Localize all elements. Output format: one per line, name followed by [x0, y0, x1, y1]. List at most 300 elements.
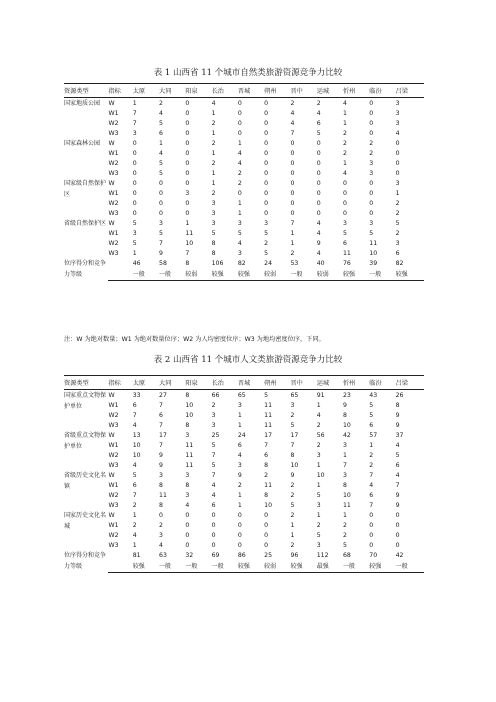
indicator-cell: W — [108, 219, 115, 227]
value-cell: 0 — [185, 521, 190, 529]
value-cell: 1 — [343, 511, 347, 519]
score-cell: 96 — [290, 551, 299, 559]
value-cell: 2 — [343, 531, 347, 539]
value-cell: 5 — [264, 249, 269, 257]
grade-cell: 最强 — [317, 560, 343, 572]
value-cell: 9 — [290, 471, 295, 479]
value-cell: 0 — [369, 511, 374, 519]
value-cell: 0 — [316, 199, 321, 207]
column-header: 忻州 — [343, 376, 369, 390]
value-cell: 3 — [395, 109, 400, 117]
value-cell: 5 — [132, 219, 137, 227]
column-header: 朔州 — [264, 376, 290, 390]
value-cell: 7 — [159, 441, 163, 449]
value-cell: 0 — [343, 209, 347, 217]
value-cell: 8 — [211, 249, 216, 257]
value-cell: 1 — [211, 109, 216, 117]
table1 — [64, 83, 424, 281]
value-cell: 5 — [211, 441, 216, 449]
value-cell: 10 — [132, 441, 141, 449]
value-cell: 8 — [343, 481, 347, 489]
blank-cell — [108, 560, 132, 572]
table-row — [64, 198, 424, 208]
value-cell: 2 — [159, 99, 163, 107]
value-cell: 0 — [185, 159, 190, 167]
score-cell: 8 — [185, 259, 190, 267]
indicator-cell: W3 — [108, 501, 119, 509]
value-cell: 8 — [159, 501, 163, 509]
grade-cell: 较强 — [396, 268, 424, 280]
score-cell: 68 — [343, 551, 351, 559]
value-cell: 1 — [211, 179, 216, 187]
indicator-cell: W1 — [108, 189, 119, 197]
value-cell: 7 — [185, 249, 190, 257]
value-cell: 5 — [316, 491, 321, 499]
value-cell: 0 — [395, 511, 400, 519]
value-cell: 4 — [290, 119, 295, 127]
value-cell: 5 — [264, 391, 269, 399]
indicator-cell: W3 — [108, 209, 119, 217]
indicator-cell: W — [108, 431, 115, 439]
value-cell: 10 — [369, 249, 378, 257]
value-cell: 0 — [185, 531, 190, 539]
value-cell: 17 — [264, 431, 273, 439]
column-header: 阳泉 — [185, 376, 211, 390]
value-cell: 0 — [264, 119, 269, 127]
value-cell: 25 — [211, 431, 220, 439]
score-cell: 25 — [264, 551, 273, 559]
value-cell: 2 — [290, 481, 295, 489]
table-row — [64, 480, 424, 490]
value-cell: 3 — [211, 219, 216, 227]
value-cell: 2 — [290, 249, 295, 257]
indicator-cell: W2 — [108, 119, 119, 127]
value-cell: 7 — [132, 411, 137, 419]
score-cell: 70 — [369, 551, 378, 559]
value-cell: 0 — [369, 179, 374, 187]
value-cell: 9 — [159, 451, 163, 459]
value-cell: 0 — [369, 531, 374, 539]
value-cell: 10 — [316, 471, 325, 479]
value-cell: 1 — [211, 169, 216, 177]
value-cell: 6 — [395, 461, 400, 469]
value-cell: 1 — [395, 189, 400, 197]
score-row — [64, 550, 424, 560]
score-row — [64, 258, 424, 268]
value-cell: 11 — [185, 451, 194, 459]
value-cell: 9 — [395, 421, 400, 429]
value-cell: 3 — [237, 249, 242, 257]
column-header: 朔州 — [264, 84, 290, 98]
value-cell: 11 — [264, 421, 273, 429]
value-cell: 4 — [316, 219, 321, 227]
blank-cell — [108, 268, 132, 280]
value-cell: 9 — [395, 491, 400, 499]
value-cell: 2 — [395, 209, 400, 217]
value-cell: 0 — [132, 159, 137, 167]
table-row — [64, 188, 424, 198]
value-cell: 0 — [264, 179, 269, 187]
table-row — [64, 158, 424, 168]
value-cell: 0 — [290, 159, 295, 167]
table-row — [64, 208, 424, 218]
value-cell: 1 — [290, 229, 295, 237]
value-cell: 17 — [159, 431, 167, 439]
score-cell: 112 — [316, 551, 329, 559]
value-cell: 0 — [132, 209, 137, 217]
column-header: 大同 — [159, 84, 185, 98]
table-row — [64, 98, 424, 109]
value-cell: 0 — [185, 511, 190, 519]
table-row — [64, 510, 424, 520]
value-cell: 5 — [132, 239, 137, 247]
value-cell: 0 — [290, 179, 295, 187]
indicator-cell: W3 — [108, 421, 119, 429]
value-cell: 0 — [264, 169, 269, 177]
resource-type-cell: 省级自然保护区 — [64, 220, 107, 227]
value-cell: 0 — [237, 521, 242, 529]
value-cell: 1 — [211, 129, 216, 137]
score-cell: 42 — [395, 551, 404, 559]
value-cell: 27 — [159, 391, 167, 399]
value-cell: 1 — [237, 139, 242, 147]
indicator-cell: W1 — [108, 521, 119, 529]
value-cell: 1 — [132, 249, 137, 257]
value-cell: 3 — [159, 531, 163, 539]
column-header: 长治 — [212, 84, 238, 98]
table-row — [64, 148, 424, 158]
grade-cell: 较强 — [212, 268, 238, 280]
value-cell: 2 — [343, 521, 347, 529]
resource-type-cell: 国家重点文物保护单位 — [64, 392, 107, 410]
value-cell: 1 — [237, 209, 242, 217]
value-cell: 1 — [316, 481, 321, 489]
value-cell: 3 — [159, 471, 163, 479]
value-cell: 0 — [185, 119, 190, 127]
value-cell: 5 — [159, 159, 163, 167]
table-row — [64, 218, 424, 228]
value-cell: 3 — [343, 441, 347, 449]
value-cell: 6 — [343, 239, 347, 247]
grade-cell: 较强 — [238, 268, 264, 280]
value-cell: 0 — [395, 169, 400, 177]
value-cell: 0 — [395, 149, 400, 157]
value-cell: 0 — [132, 189, 137, 197]
value-cell: 2 — [395, 199, 400, 207]
value-cell: 2 — [290, 511, 295, 519]
value-cell: 5 — [237, 229, 242, 237]
value-cell: 0 — [159, 179, 163, 187]
score-cell: 82 — [395, 259, 404, 267]
value-cell: 26 — [395, 391, 404, 399]
value-cell: 1 — [237, 411, 242, 419]
value-cell: 4 — [237, 159, 242, 167]
value-cell: 2 — [290, 99, 295, 107]
resource-type-cell: 国家森林公园 — [64, 140, 101, 147]
value-cell: 43 — [369, 391, 378, 399]
value-cell: 1 — [159, 139, 163, 147]
value-cell: 8 — [159, 481, 163, 489]
score-cell: 69 — [211, 551, 220, 559]
value-cell: 0 — [369, 189, 374, 197]
value-cell: 1 — [237, 421, 242, 429]
value-cell: 11 — [343, 249, 351, 257]
value-cell: 0 — [395, 531, 400, 539]
value-cell: 7 — [369, 471, 374, 479]
column-header: 运城 — [317, 84, 343, 98]
value-cell: 6 — [395, 249, 400, 257]
value-cell: 4 — [237, 451, 242, 459]
value-cell: 5 — [264, 229, 269, 237]
score-cell: 82 — [237, 259, 246, 267]
value-cell: 8 — [395, 401, 400, 409]
indicator-cell: W1 — [108, 149, 119, 157]
resource-type-cell: 国家历史文化名城 — [64, 512, 107, 530]
value-cell: 3 — [185, 189, 190, 197]
value-cell: 0 — [290, 139, 295, 147]
value-cell: 7 — [132, 119, 137, 127]
score-cell: 32 — [185, 551, 194, 559]
score-cell: 24 — [264, 259, 273, 267]
value-cell: 7 — [132, 109, 137, 117]
indicator-cell: W2 — [108, 491, 119, 499]
value-cell: 1 — [211, 149, 216, 157]
column-header: 太原 — [133, 376, 159, 390]
value-cell: 3 — [343, 471, 347, 479]
value-cell: 0 — [290, 149, 295, 157]
value-cell: 8 — [211, 239, 216, 247]
resource-type-cell: 省级重点文物保护单位 — [64, 432, 107, 450]
value-cell: 4 — [395, 441, 400, 449]
value-cell: 4 — [316, 109, 321, 117]
indicator-cell: W1 — [108, 441, 119, 449]
value-cell: 2 — [343, 139, 347, 147]
value-cell: 0 — [132, 169, 137, 177]
value-cell: 0 — [316, 149, 321, 157]
value-cell: 6 — [264, 451, 269, 459]
value-cell: 7 — [211, 451, 216, 459]
table1-note: 注：W 为绝对数量；W1 为绝对数量位序；W2 为人均密度位序；W3 为地均密度位序，下同。 — [64, 336, 325, 343]
value-cell: 0 — [132, 139, 137, 147]
value-cell: 0 — [185, 209, 190, 217]
table-row — [64, 440, 424, 450]
value-cell: 65 — [237, 391, 246, 399]
value-cell: 2 — [211, 139, 216, 147]
column-header: 吕梁 — [396, 84, 424, 98]
value-cell: 7 — [290, 219, 295, 227]
value-cell: 2 — [132, 521, 137, 529]
score-cell: 81 — [132, 551, 141, 559]
table-row — [64, 500, 424, 510]
value-cell: 1 — [237, 491, 242, 499]
value-cell: 11 — [264, 411, 273, 419]
grade-cell: 一般 — [369, 268, 395, 280]
column-header: 吕梁 — [396, 376, 424, 390]
value-cell: 8 — [185, 391, 190, 399]
value-cell: 37 — [395, 431, 404, 439]
value-cell: 5 — [369, 229, 374, 237]
value-cell: 1 — [316, 461, 321, 469]
indicator-cell: W — [108, 99, 115, 107]
value-cell: 1 — [290, 239, 295, 247]
value-cell: 0 — [264, 189, 269, 197]
value-cell: 9 — [395, 501, 400, 509]
value-cell: 7 — [369, 501, 374, 509]
value-cell: 0 — [343, 199, 347, 207]
value-cell: 3 — [369, 159, 374, 167]
value-cell: 5 — [395, 219, 400, 227]
score-cell: 63 — [159, 551, 167, 559]
value-cell: 0 — [237, 99, 242, 107]
grade-cell: 较弱 — [264, 560, 290, 572]
value-cell: 66 — [211, 391, 220, 399]
value-cell: 5 — [290, 421, 295, 429]
value-cell: 4 — [316, 249, 321, 257]
value-cell: 10 — [185, 239, 194, 247]
value-cell: 0 — [185, 541, 190, 549]
value-cell: 0 — [264, 129, 269, 137]
indicator-cell: W2 — [108, 159, 119, 167]
table-row — [64, 168, 424, 178]
indicator-cell: W1 — [108, 229, 119, 237]
value-cell: 2 — [290, 411, 295, 419]
value-cell: 5 — [159, 229, 163, 237]
value-cell: 11 — [185, 441, 194, 449]
value-cell: 2 — [264, 471, 269, 479]
column-header: 资源类型 — [64, 84, 108, 98]
column-header: 晋中 — [290, 84, 316, 98]
value-cell: 56 — [316, 431, 325, 439]
value-cell: 6 — [237, 441, 242, 449]
value-cell: 4 — [343, 169, 347, 177]
value-cell: 11 — [264, 481, 273, 489]
value-cell: 0 — [316, 179, 321, 187]
value-cell: 0 — [290, 189, 295, 197]
value-cell: 0 — [185, 109, 190, 117]
value-cell: 3 — [132, 129, 137, 137]
value-cell: 65 — [290, 391, 299, 399]
value-cell: 0 — [264, 99, 269, 107]
value-cell: 3 — [369, 219, 374, 227]
value-cell: 0 — [369, 109, 374, 117]
value-cell: 0 — [237, 189, 242, 197]
value-cell: 42 — [343, 431, 351, 439]
value-cell: 8 — [290, 451, 295, 459]
value-cell: 0 — [369, 99, 374, 107]
value-cell: 7 — [343, 461, 347, 469]
value-cell: 0 — [343, 189, 347, 197]
column-header: 忻州 — [343, 84, 369, 98]
table2-caption: 表 2 山西省 11 个城市人文类旅游资源竞争力比较 — [153, 355, 343, 365]
score-cell: 106 — [211, 259, 224, 267]
value-cell: 4 — [132, 421, 137, 429]
blank-cell — [108, 258, 132, 268]
value-cell: 0 — [185, 179, 190, 187]
value-cell: 0 — [264, 511, 269, 519]
value-cell: 9 — [343, 401, 347, 409]
value-cell: 6 — [211, 501, 216, 509]
summary-label: 位序得分和竞争力等级 — [64, 260, 107, 278]
column-header: 晋城 — [238, 376, 264, 390]
value-cell: 5 — [290, 501, 295, 509]
table-row — [64, 430, 424, 440]
column-header: 阳泉 — [185, 84, 211, 98]
value-cell: 3 — [159, 219, 163, 227]
grade-cell: 一般 — [343, 560, 369, 572]
value-cell: 7 — [395, 481, 400, 489]
value-cell: 3 — [132, 229, 137, 237]
value-cell: 2 — [159, 521, 163, 529]
value-cell: 33 — [132, 391, 141, 399]
value-cell: 5 — [211, 461, 216, 469]
value-cell: 3 — [264, 219, 269, 227]
value-cell: 2 — [211, 189, 216, 197]
value-cell: 10 — [290, 461, 299, 469]
grade-cell: 较强 — [290, 560, 316, 572]
value-cell: 11 — [185, 461, 194, 469]
value-cell: 7 — [211, 471, 216, 479]
value-cell: 0 — [290, 199, 295, 207]
value-cell: 0 — [159, 189, 163, 197]
summary-label: 位序得分和竞争力等级 — [64, 552, 107, 570]
table-row — [64, 128, 424, 138]
value-cell: 0 — [369, 541, 374, 549]
value-cell: 0 — [316, 169, 321, 177]
value-cell: 1 — [290, 521, 295, 529]
value-cell: 2 — [369, 139, 374, 147]
value-cell: 23 — [343, 391, 351, 399]
value-cell: 1 — [290, 531, 295, 539]
value-cell: 4 — [132, 531, 137, 539]
value-cell: 6 — [369, 491, 374, 499]
resource-type-cell: 省级历史文化名镇 — [64, 472, 107, 490]
table-row — [64, 470, 424, 480]
column-header: 长治 — [212, 376, 238, 390]
resource-type-cell: 国家地质公园 — [64, 100, 101, 107]
indicator-cell: W1 — [108, 109, 119, 117]
header-row — [64, 84, 424, 98]
table-row — [64, 530, 424, 540]
value-cell: 0 — [316, 139, 321, 147]
grade-row — [64, 560, 424, 572]
value-cell: 11 — [185, 229, 194, 237]
score-cell: 58 — [159, 259, 167, 267]
value-cell: 3 — [395, 99, 400, 107]
column-header: 临汾 — [369, 84, 395, 98]
value-cell: 2 — [237, 179, 242, 187]
column-header: 大同 — [159, 376, 185, 390]
value-cell: 0 — [395, 521, 400, 529]
value-cell: 0 — [211, 541, 216, 549]
table-row — [64, 460, 424, 470]
value-cell: 9 — [316, 239, 321, 247]
value-cell: 0 — [237, 511, 242, 519]
score-cell: 53 — [290, 259, 299, 267]
indicator-cell: W3 — [108, 461, 119, 469]
value-cell: 5 — [159, 119, 163, 127]
indicator-cell: W1 — [108, 481, 119, 489]
value-cell: 0 — [395, 541, 400, 549]
value-cell: 0 — [369, 521, 374, 529]
value-cell: 2 — [395, 229, 400, 237]
score-cell: 39 — [369, 259, 378, 267]
grade-cell: 一般 — [159, 560, 185, 572]
value-cell: 24 — [237, 431, 246, 439]
value-cell: 5 — [369, 401, 374, 409]
resource-type-cell: 国家级自然保护区 — [64, 180, 107, 198]
grade-cell: 较强 — [369, 560, 395, 572]
blank-cell — [108, 550, 132, 560]
